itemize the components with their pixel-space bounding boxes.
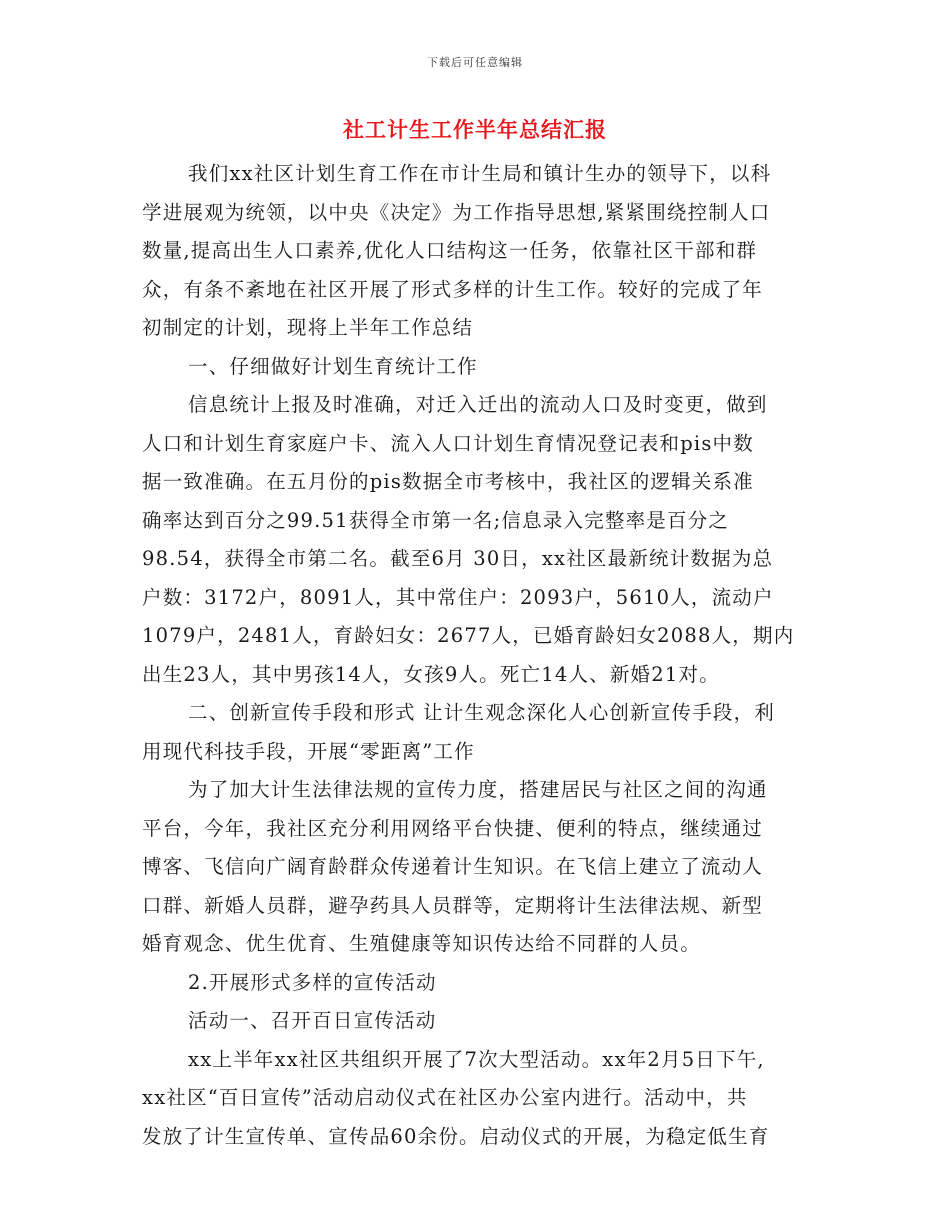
body-line: 据一致准确。在五月份的pis数据全市考核中，我社区的逻辑关系准	[142, 470, 754, 493]
document-title: 社工计生工作半年总结汇报	[343, 118, 607, 142]
body-line: 98.54，获得全市第二名。截至6月 30日，xx社区最新统计数据为总	[142, 547, 774, 570]
body-line: 数量,提高出生人口素养,优化人口结构这一任务，依靠社区干部和群	[142, 239, 758, 262]
body-line: 婚育观念、优生优育、生殖健康等知识传达给不同群的人员。	[142, 932, 701, 955]
header-note: 下载后可任意编辑	[427, 56, 523, 69]
body-line: 学进展观为统领，以中央《决定》为工作指导思想,紧紧围绕控制人口	[142, 200, 771, 224]
body-line: 众，有条不紊地在社区开展了形式多样的计生工作。较好的完成了年	[142, 277, 764, 301]
document-body	[142, 155, 802, 1156]
body-line: xx社区“百日宣传”活动启动仪式在社区办公室内进行。活动中，共	[142, 1086, 748, 1109]
body-line: 我们xx社区计划生育工作在市计生局和镇计生办的领导下，以科	[188, 162, 772, 185]
body-line: 初制定的计划，现将上半年工作总结	[142, 316, 474, 339]
subsection-heading: 2.开展形式多样的宣传活动	[188, 970, 437, 994]
body-line: 人口和计划生育家庭户卡、流入人口计划生育情况登记表和pis中数	[142, 431, 754, 455]
body-line: 出生23人，其中男孩14人，女孩9人。死亡14人、新婚21对。	[142, 662, 720, 686]
body-line: 1079户，2481人，育龄妇女：2677人，已婚育龄妇女2088人，期内	[142, 624, 795, 647]
body-line: 用现代科技手段，开展“零距离”工作	[142, 739, 475, 763]
body-line: xx上半年xx社区共组织开展了7次大型活动。xx年2月5日下午,	[188, 1047, 765, 1071]
body-line: 博客、飞信向广阔育龄群众传递着计生知识。在飞信上建立了流动人	[142, 855, 764, 878]
body-line: 为了加大计生法律法规的宣传力度，搭建居民与社区之间的沟通	[188, 778, 768, 801]
body-line: 发放了计生宣传单、宣传品60余份。启动仪式的开展，为稳定低生育	[142, 1124, 770, 1148]
body-line: 确率达到百分之99.51获得全市第一名;信息录入完整率是百分之	[142, 508, 730, 532]
body-line: 信息统计上报及时准确，对迁入迁出的流动人口及时变更，做到	[188, 393, 768, 416]
body-line: 户数：3172户，8091人，其中常住户：2093户，5610人，流动户	[142, 585, 774, 609]
section-heading-1: 一、仔细做好计划生育统计工作	[188, 354, 478, 378]
body-line: 口群、新婚人员群，避孕药具人员群等，定期将计生法律法规、新型	[142, 893, 764, 917]
section-heading-2: 二、创新宣传手段和形式 让计生观念深化人心创新宣传手段，利	[188, 701, 775, 724]
subsection-heading: 活动一、召开百日宣传活动	[188, 1009, 437, 1032]
body-line: 平台，今年，我社区充分利用网络平台快捷、便利的特点，继续通过	[142, 816, 764, 840]
